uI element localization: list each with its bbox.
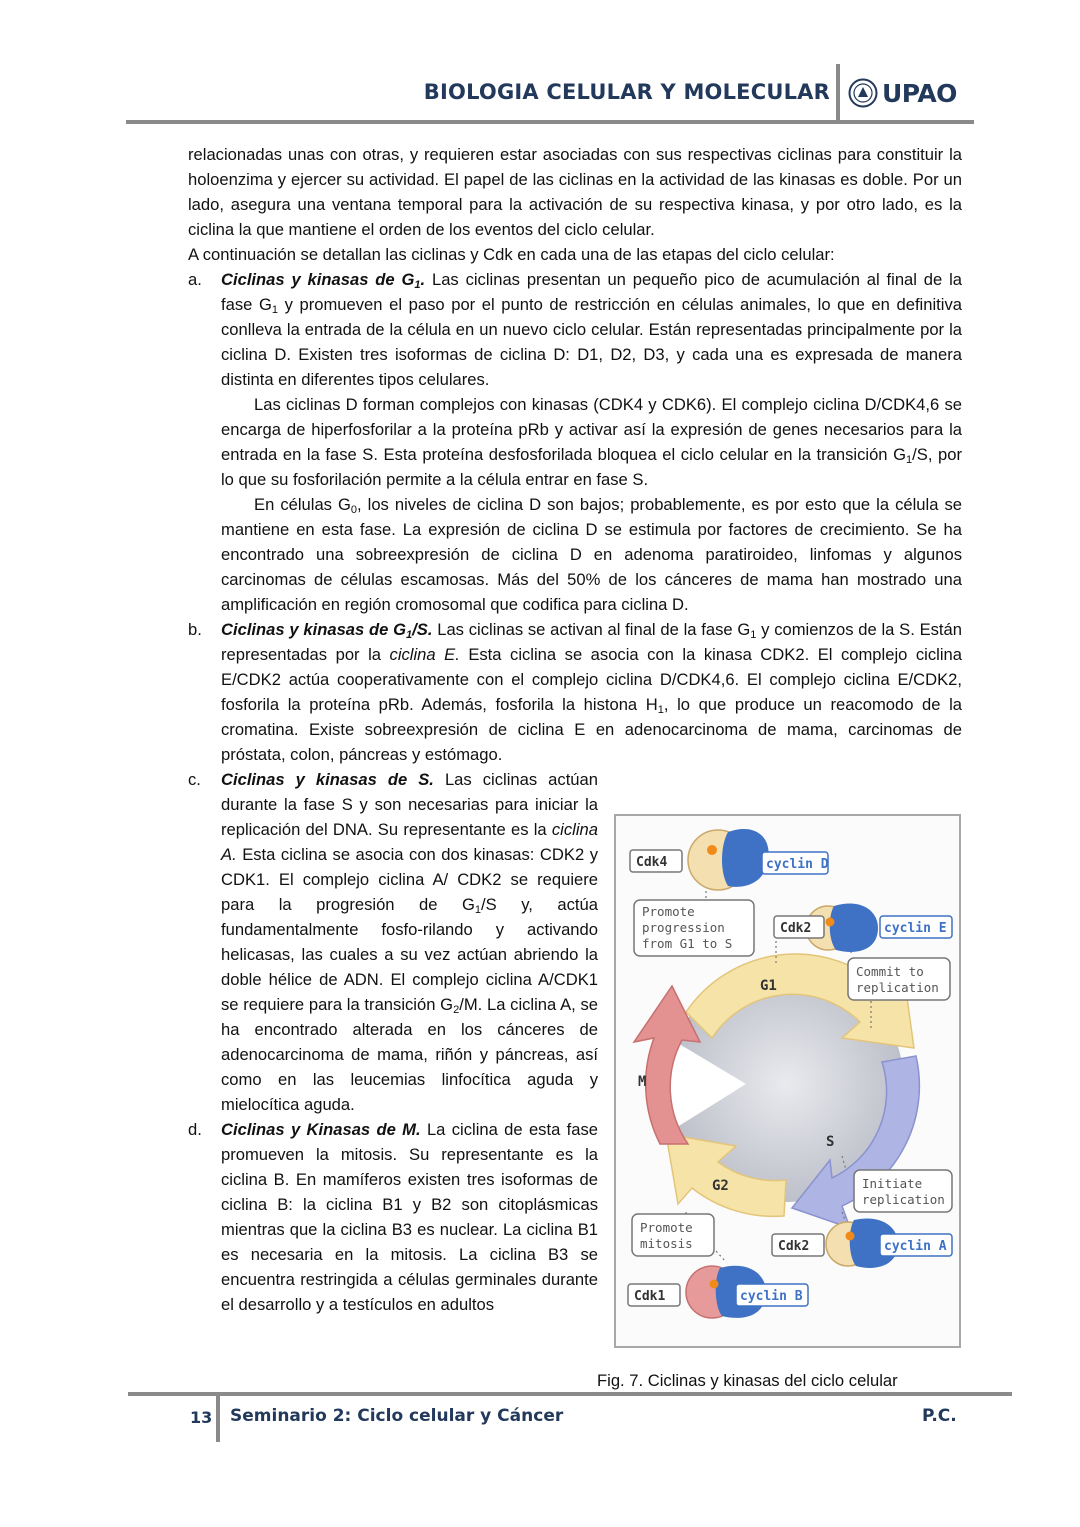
label-cyclin-b: cyclin B <box>740 1289 803 1304</box>
label-promote-mitosis-2: mitosis <box>640 1236 693 1251</box>
page-number: 13 <box>190 1408 213 1427</box>
header-title: BIOLOGIA CELULAR Y MOLECULAR <box>423 80 830 104</box>
label-cdk2-a: Cdk2 <box>778 1239 810 1254</box>
label-commit-2: replication <box>856 980 939 995</box>
list-item-d <box>188 1117 598 1317</box>
list-item-a <box>188 267 962 617</box>
list-item-c <box>188 767 598 1117</box>
footer-title: Seminario 2: Ciclo celular y Cáncer <box>230 1406 564 1426</box>
item-a-para2: Las ciclinas D forman complejos con kinasas (CDK4 y CDK6). El complejo ciclina D/CDK4,6 se encarga de hiperfosforilar a la proteína pRb y activar así la expresión de genes necesarios para la entrada en la fase S. Esta proteína desfosforilada bloquea el ciclo celular en la transición $G_1/S$, por lo que su fosforilación permite a la célula entrar en fase S. <box>221 395 962 489</box>
list-marker: b. <box>188 620 202 639</box>
label-promote-3: from G1 to S <box>642 936 733 951</box>
phase-label-g2: G2 <box>712 1178 729 1194</box>
page-footer <box>0 1392 1080 1452</box>
label-cdk2-e: Cdk2 <box>780 921 812 936</box>
label-cyclin-e: cyclin E <box>884 921 947 936</box>
footer-divider <box>216 1396 220 1442</box>
item-a-para1: Ciclinas y kinasas de $G_1$. Las ciclinas presentan un pequeño pico de acumulación al final de la fase $G_1$ y promueven el paso por el punto de restricción en células animales, lo que en definitiva conlleva la entrada de la célula en un nuevo ciclo celular. Están representadas principalmente por la ciclina D. Existen tres isoformas de ciclina D: D1, D2, D3, y cada una es expresada de manera distinta en diferentes tipos celulares. <box>221 270 963 389</box>
upao-logo <box>848 76 957 110</box>
phosphate-icon <box>710 1280 719 1289</box>
item-d-label: Ciclinas y Kinasas de M. <box>221 1120 421 1139</box>
footer-rule <box>128 1392 1012 1396</box>
footer-initials: P.C. <box>922 1406 957 1426</box>
item-d-para: Ciclinas y Kinasas de M. La ciclina de esta fase promueven la mitosis. Su representante es la ciclina B. En mamíferos existen tres isoformas de ciclina B: la ciclina B1 y B2 son citoplásmicas mientras que la ciclina B3 es nuclear. La ciclina B1 es necesaria en la mitosis. La ciclina B3 se encuentra restringida a células germinales durante el desarrollo y a testículos en adultos <box>221 1120 599 1314</box>
header-divider <box>836 64 840 124</box>
label-promote-1: Promote <box>642 904 695 919</box>
label-initiate-1: Initiate <box>862 1176 923 1191</box>
cell-cycle-figure <box>614 814 961 1348</box>
phosphate-icon <box>707 845 717 855</box>
label-cdk1: Cdk1 <box>634 1289 666 1304</box>
list-item-b <box>188 617 962 767</box>
paragraph-intro: relacionadas unas con otras, y requieren estar asociadas con sus respectivas ciclinas para constituir la holoenzima y ejercer su actividad. El papel de las ciclinas en la actividad de las kinasas es doble. Por un lado, asegura una ventana temporal para la activación de su respectiva kinasa, y por otro lado, es la ciclina la que mantiene el orden de los eventos del ciclo celular. <box>188 145 962 239</box>
phosphate-icon <box>846 1232 855 1241</box>
header-rule <box>126 120 974 124</box>
phase-label-g1: G1 <box>760 978 777 994</box>
label-commit-1: Commit to <box>856 964 924 979</box>
item-a-para3: En células $G_0$, los niveles de ciclina D son bajos; probablemente, es por esto que la célula se mantiene en esta fase. La expresión de ciclina D se estimula por factores de crecimiento. Se ha encontrado una sobreexpresión de ciclina D en adenoma paratiroideo, linfomas y algunos carcinomas de células escamosas. Más del 50% de los cánceres de mama han mostrado una amplificación en región cromosomal que codifica para ciclina D. <box>221 495 962 614</box>
item-c-para: Ciclinas y kinasas de S. Las ciclinas actúan durante la fase S y son necesarias para iniciar la replicación del DNA. Su representante es la ciclina A. Esta ciclina se asocia con dos kinasas: CDK2 y CDK1. El complejo ciclina A/ CDK2 se requiere para la progresión de $G_1/S$ y, actúa fundamentalmente fosfo-rilando y activando helicasas, las cuales a su vez actúan abriendo la doble hélice de ADN. El complejo ciclina A/CDK1 se requiere para la transición $G_2/M$. La ciclina A, se ha encontrado alterada en los cánceres de adenocarcinoma de mama, riñón y páncreas, así como en las leucemias linfocítica aguda y mielocítica aguda. <box>221 770 599 1114</box>
phase-label-m: M <box>638 1074 647 1090</box>
list-marker: d. <box>188 1120 202 1139</box>
item-b-para: Ciclinas y kinasas de $G_1/S$. Las ciclinas se activan al final de la fase $G_1$ y comienzos de la S. Están representadas por la ciclina E. Esta ciclina se asocia con la kinasa CDK2. El complejo ciclina E/CDK2 actúa cooperativamente con el complejo ciclina D/CDK4,6. El complejo ciclina E/CDK2, fosforila la proteína pRb. Además, fosforila la histona $H_1$, lo que produce un reacomodo de la cromatina. Existe sobreexpresión de ciclina E en adenocarcinoma de mama, carcinomas de próstata, colon, páncreas y estómago. <box>221 620 963 764</box>
list-marker: a. <box>188 270 202 289</box>
label-cyclin-d: cyclin D <box>766 857 829 872</box>
list-marker: c. <box>188 770 201 789</box>
item-b-label: Ciclinas y kinasas de $G_1/S$. <box>221 620 433 641</box>
phosphate-icon <box>826 918 835 927</box>
label-initiate-2: replication <box>862 1192 945 1207</box>
item-c-label: Ciclinas y kinasas de S. <box>221 770 434 789</box>
figure-caption: Fig. 7. Ciclinas y kinasas del ciclo celular <box>597 1371 898 1390</box>
label-cdk4: Cdk4 <box>636 855 668 870</box>
item-a-label: Ciclinas y kinasas de $G_1$. <box>221 270 426 291</box>
paragraph-lead: A continuación se detallan las ciclinas y Cdk en cada una de las etapas del ciclo celular: <box>188 245 835 264</box>
phase-label-s: S <box>826 1134 835 1150</box>
logo-text: UPAO <box>882 78 957 108</box>
cyclin-e-shape <box>830 903 878 951</box>
label-promote-mitosis-1: Promote <box>640 1220 693 1235</box>
seal-icon <box>848 76 878 110</box>
page-header <box>0 60 1080 126</box>
label-promote-2: progression <box>642 920 725 935</box>
cell-cycle-diagram <box>616 816 959 1346</box>
label-cyclin-a: cyclin A <box>884 1239 947 1254</box>
